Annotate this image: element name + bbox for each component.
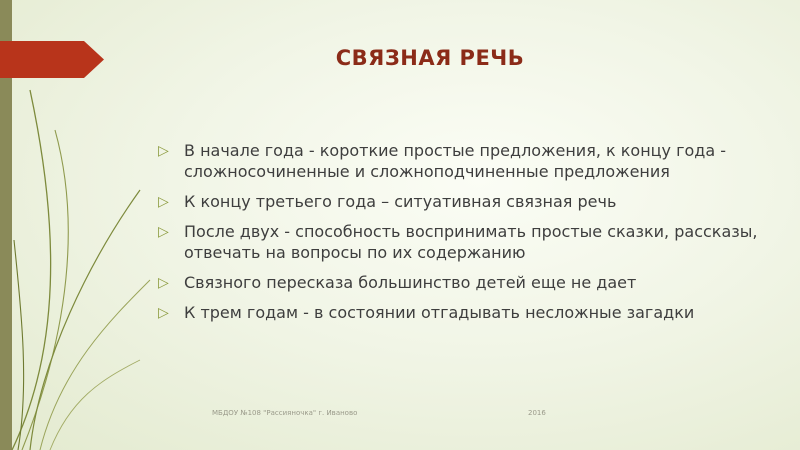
- triangle-bullet-icon: ▷: [158, 143, 169, 159]
- bullet-item: [158, 302, 778, 323]
- slide-title: СВЯЗНАЯ РЕЧЬ: [335, 46, 525, 70]
- bullet-text: К трем годам - в состоянии отгадывать несложные загадки: [184, 303, 695, 322]
- triangle-bullet-icon: ▷: [158, 275, 169, 291]
- red-arrow-banner: [0, 41, 104, 78]
- triangle-bullet-icon: ▷: [158, 194, 169, 210]
- bullet-item: [158, 221, 778, 263]
- bullet-text: После двух - способность воспринимать простые сказки, рассказы, отвечать на вопросы по их содержанию: [184, 222, 758, 262]
- bullet-text: Связного пересказа большинство детей еще не дает: [184, 273, 637, 292]
- bullet-list: [158, 140, 778, 332]
- footer-year: 2016: [528, 409, 546, 417]
- triangle-bullet-icon: ▷: [158, 224, 169, 240]
- bullet-item: [158, 140, 778, 182]
- bullet-item: [158, 191, 778, 212]
- footer-organization: МБДОУ №108 "Рассияночка" г. Иваново: [212, 409, 358, 417]
- triangle-bullet-icon: ▷: [158, 305, 169, 321]
- bullet-item: [158, 272, 778, 293]
- bullet-text: К концу третьего года – ситуативная связная речь: [184, 192, 617, 211]
- bullet-text: В начале года - короткие простые предложения, к концу года - сложносочиненные и сложноподчиненные предложения: [184, 141, 727, 181]
